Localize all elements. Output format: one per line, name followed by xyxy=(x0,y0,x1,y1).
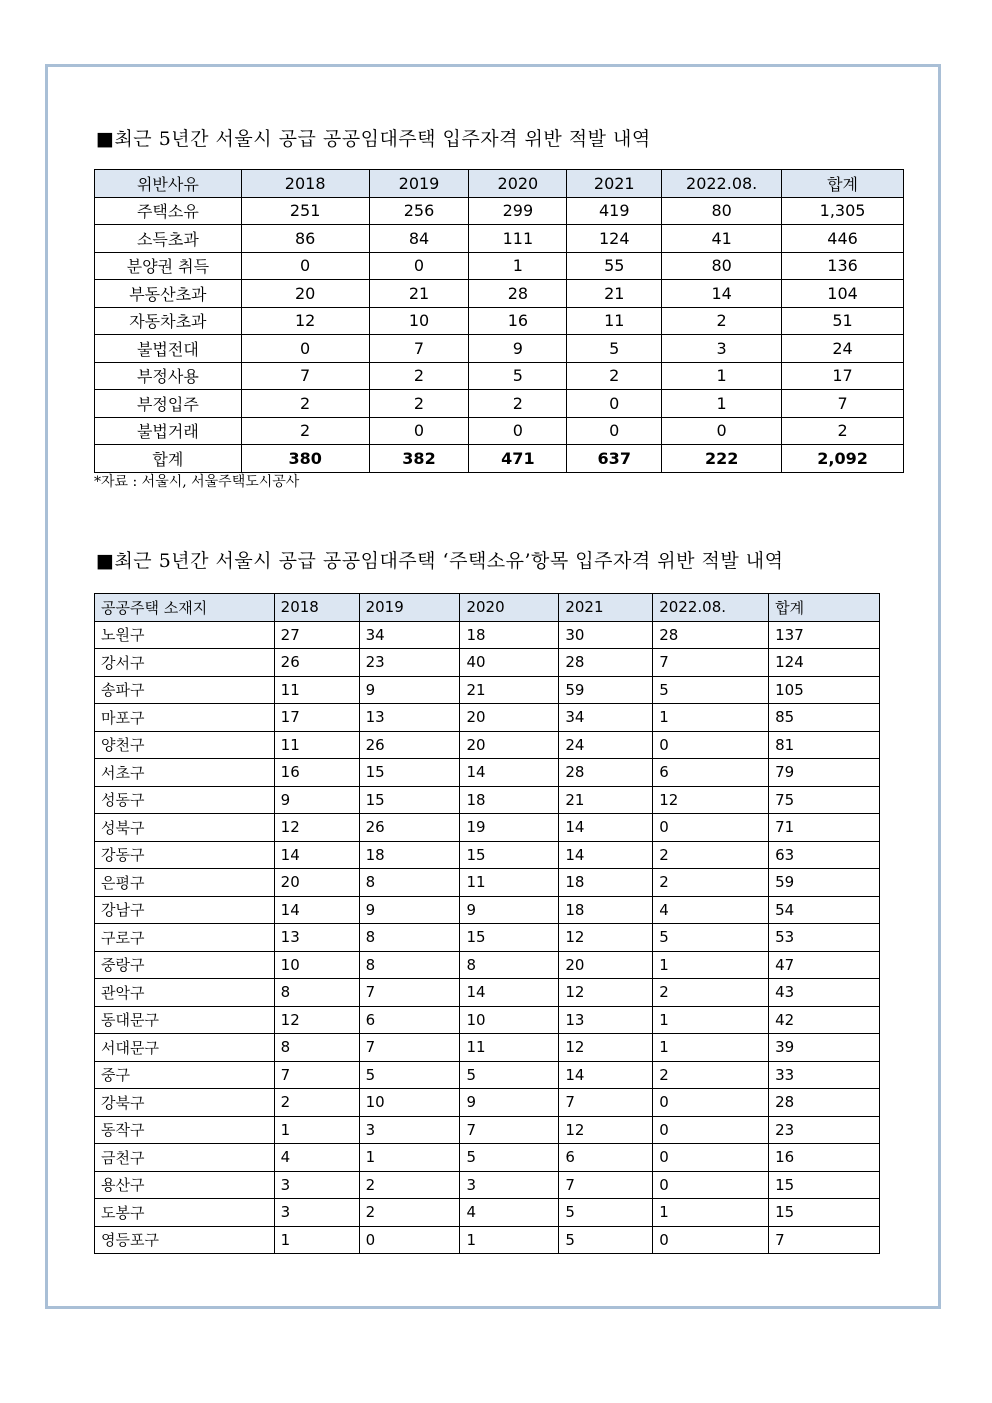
header-row xyxy=(95,594,880,622)
value-cell: 251 xyxy=(241,197,369,225)
value-cell: 19 xyxy=(460,814,559,842)
row-label-cell: 송파구 xyxy=(95,676,275,704)
table-row xyxy=(95,225,904,253)
row-label-cell: 동작구 xyxy=(95,1116,275,1144)
row-label-cell: 관악구 xyxy=(95,979,275,1007)
value-cell: 80 xyxy=(662,252,782,280)
value-cell: 20 xyxy=(274,869,359,897)
value-cell: 9 xyxy=(274,786,359,814)
value-cell: 1 xyxy=(274,1116,359,1144)
value-cell: 5 xyxy=(559,1199,653,1227)
value-cell: 0 xyxy=(369,252,469,280)
value-cell: 28 xyxy=(559,649,653,677)
row-label-cell: 노원구 xyxy=(95,621,275,649)
value-cell: 5 xyxy=(359,1061,460,1089)
value-cell: 637 xyxy=(567,445,662,473)
value-cell: 10 xyxy=(369,307,469,335)
value-cell: 222 xyxy=(662,445,782,473)
value-cell: 7 xyxy=(653,649,769,677)
value-cell: 14 xyxy=(662,280,782,308)
value-cell: 16 xyxy=(469,307,567,335)
value-cell: 1 xyxy=(653,704,769,732)
value-cell: 8 xyxy=(274,1034,359,1062)
value-cell: 15 xyxy=(769,1171,880,1199)
value-cell: 2 xyxy=(359,1171,460,1199)
header-row xyxy=(95,170,904,198)
table-row xyxy=(95,390,904,418)
value-cell: 14 xyxy=(559,814,653,842)
value-cell: 12 xyxy=(653,786,769,814)
value-cell: 15 xyxy=(359,786,460,814)
value-cell: 20 xyxy=(460,704,559,732)
violation-reasons-table xyxy=(94,169,904,473)
value-cell: 1 xyxy=(653,1034,769,1062)
table-row xyxy=(95,1226,880,1254)
value-cell: 84 xyxy=(369,225,469,253)
value-cell: 0 xyxy=(241,335,369,363)
value-cell: 15 xyxy=(460,924,559,952)
value-cell: 12 xyxy=(559,1116,653,1144)
value-cell: 8 xyxy=(359,951,460,979)
value-cell: 7 xyxy=(769,1226,880,1254)
table-row xyxy=(95,1006,880,1034)
value-cell: 1 xyxy=(469,252,567,280)
table-row xyxy=(95,869,880,897)
value-cell: 7 xyxy=(460,1116,559,1144)
value-cell: 16 xyxy=(274,759,359,787)
value-cell: 124 xyxy=(769,649,880,677)
value-cell: 5 xyxy=(567,335,662,363)
value-cell: 14 xyxy=(559,1061,653,1089)
value-cell: 471 xyxy=(469,445,567,473)
value-cell: 9 xyxy=(460,1089,559,1117)
table1-title: ■최근 5년간 서울시 공급 공공임대주택 입주자격 위반 적발 내역 xyxy=(96,128,651,150)
value-cell: 111 xyxy=(469,225,567,253)
value-cell: 382 xyxy=(369,445,469,473)
row-label-cell: 영등포구 xyxy=(95,1226,275,1254)
table-row xyxy=(95,704,880,732)
row-label-cell: 성동구 xyxy=(95,786,275,814)
value-cell: 0 xyxy=(653,1226,769,1254)
row-label-cell: 소득초과 xyxy=(95,225,242,253)
value-cell: 12 xyxy=(559,924,653,952)
value-cell: 105 xyxy=(769,676,880,704)
value-cell: 59 xyxy=(559,676,653,704)
value-cell: 3 xyxy=(274,1199,359,1227)
value-cell: 23 xyxy=(359,649,460,677)
table-row xyxy=(95,1034,880,1062)
value-cell: 21 xyxy=(567,280,662,308)
value-cell: 0 xyxy=(469,417,567,445)
value-cell: 2 xyxy=(653,1061,769,1089)
row-label-cell: 서대문구 xyxy=(95,1034,275,1062)
value-cell: 16 xyxy=(769,1144,880,1172)
table-row xyxy=(95,1171,880,1199)
value-cell: 15 xyxy=(460,841,559,869)
value-cell: 137 xyxy=(769,621,880,649)
table-row xyxy=(95,252,904,280)
value-cell: 14 xyxy=(460,759,559,787)
value-cell: 59 xyxy=(769,869,880,897)
value-cell: 8 xyxy=(359,869,460,897)
value-cell: 28 xyxy=(469,280,567,308)
value-cell: 11 xyxy=(460,869,559,897)
table2-title: ■최근 5년간 서울시 공급 공공임대주택 ‘주택소유’항목 입주자격 위반 적발 내역 xyxy=(96,550,784,572)
value-cell: 13 xyxy=(559,1006,653,1034)
row-label-cell: 서초구 xyxy=(95,759,275,787)
value-cell: 80 xyxy=(662,197,782,225)
value-cell: 1 xyxy=(359,1144,460,1172)
value-cell: 7 xyxy=(274,1061,359,1089)
row-label-cell: 공공주택 소재지 xyxy=(95,594,275,622)
value-cell: 9 xyxy=(469,335,567,363)
table-row xyxy=(95,951,880,979)
value-cell: 28 xyxy=(769,1089,880,1117)
value-cell: 2019 xyxy=(369,170,469,198)
value-cell: 2019 xyxy=(359,594,460,622)
value-cell: 2021 xyxy=(559,594,653,622)
value-cell: 1 xyxy=(460,1226,559,1254)
value-cell: 5 xyxy=(653,924,769,952)
value-cell: 21 xyxy=(369,280,469,308)
value-cell: 7 xyxy=(559,1089,653,1117)
value-cell: 12 xyxy=(274,814,359,842)
value-cell: 21 xyxy=(460,676,559,704)
value-cell: 21 xyxy=(559,786,653,814)
value-cell: 51 xyxy=(782,307,904,335)
value-cell: 13 xyxy=(274,924,359,952)
value-cell: 4 xyxy=(460,1199,559,1227)
table-row xyxy=(95,786,880,814)
value-cell: 380 xyxy=(241,445,369,473)
value-cell: 11 xyxy=(274,676,359,704)
value-cell: 합계 xyxy=(782,170,904,198)
table-row xyxy=(95,1144,880,1172)
table-row xyxy=(95,307,904,335)
row-label-cell: 강남구 xyxy=(95,896,275,924)
value-cell: 28 xyxy=(653,621,769,649)
value-cell: 256 xyxy=(369,197,469,225)
value-cell: 446 xyxy=(782,225,904,253)
value-cell: 합계 xyxy=(769,594,880,622)
value-cell: 1 xyxy=(653,1199,769,1227)
row-label-cell: 강동구 xyxy=(95,841,275,869)
value-cell: 24 xyxy=(782,335,904,363)
value-cell: 2020 xyxy=(460,594,559,622)
value-cell: 2 xyxy=(469,390,567,418)
table-row xyxy=(95,979,880,1007)
value-cell: 11 xyxy=(274,731,359,759)
row-label-cell: 합계 xyxy=(95,445,242,473)
value-cell: 0 xyxy=(653,1144,769,1172)
value-cell: 2 xyxy=(653,979,769,1007)
value-cell: 10 xyxy=(359,1089,460,1117)
value-cell: 3 xyxy=(662,335,782,363)
value-cell: 4 xyxy=(274,1144,359,1172)
value-cell: 9 xyxy=(460,896,559,924)
value-cell: 26 xyxy=(274,649,359,677)
value-cell: 299 xyxy=(469,197,567,225)
value-cell: 7 xyxy=(782,390,904,418)
value-cell: 6 xyxy=(653,759,769,787)
value-cell: 0 xyxy=(662,417,782,445)
value-cell: 1 xyxy=(653,951,769,979)
value-cell: 7 xyxy=(369,335,469,363)
value-cell: 85 xyxy=(769,704,880,732)
value-cell: 5 xyxy=(460,1144,559,1172)
value-cell: 8 xyxy=(274,979,359,1007)
row-label-cell: 부정사용 xyxy=(95,362,242,390)
value-cell: 15 xyxy=(359,759,460,787)
value-cell: 2 xyxy=(567,362,662,390)
row-label-cell: 불법전대 xyxy=(95,335,242,363)
value-cell: 5 xyxy=(559,1226,653,1254)
table-row xyxy=(95,676,880,704)
value-cell: 8 xyxy=(359,924,460,952)
value-cell: 3 xyxy=(359,1116,460,1144)
table-row xyxy=(95,1061,880,1089)
value-cell: 2 xyxy=(369,390,469,418)
value-cell: 419 xyxy=(567,197,662,225)
value-cell: 14 xyxy=(559,841,653,869)
value-cell: 5 xyxy=(460,1061,559,1089)
row-label-cell: 양천구 xyxy=(95,731,275,759)
table-row xyxy=(95,814,880,842)
value-cell: 2 xyxy=(241,417,369,445)
value-cell: 1 xyxy=(662,390,782,418)
table-row xyxy=(95,731,880,759)
value-cell: 14 xyxy=(274,896,359,924)
value-cell: 81 xyxy=(769,731,880,759)
table-row xyxy=(95,896,880,924)
value-cell: 2,092 xyxy=(782,445,904,473)
value-cell: 40 xyxy=(460,649,559,677)
table-row xyxy=(95,280,904,308)
value-cell: 2018 xyxy=(241,170,369,198)
value-cell: 0 xyxy=(241,252,369,280)
value-cell: 6 xyxy=(359,1006,460,1034)
value-cell: 55 xyxy=(567,252,662,280)
value-cell: 18 xyxy=(559,896,653,924)
value-cell: 3 xyxy=(460,1171,559,1199)
row-label-cell: 분양권 취득 xyxy=(95,252,242,280)
value-cell: 43 xyxy=(769,979,880,1007)
value-cell: 2020 xyxy=(469,170,567,198)
value-cell: 1,305 xyxy=(782,197,904,225)
value-cell: 15 xyxy=(769,1199,880,1227)
value-cell: 3 xyxy=(274,1171,359,1199)
table-row xyxy=(95,1116,880,1144)
value-cell: 2 xyxy=(241,390,369,418)
row-label-cell: 은평구 xyxy=(95,869,275,897)
table-row xyxy=(95,649,880,677)
value-cell: 20 xyxy=(241,280,369,308)
value-cell: 20 xyxy=(460,731,559,759)
value-cell: 1 xyxy=(274,1226,359,1254)
value-cell: 0 xyxy=(653,1089,769,1117)
value-cell: 75 xyxy=(769,786,880,814)
value-cell: 2 xyxy=(782,417,904,445)
row-label-cell: 구로구 xyxy=(95,924,275,952)
value-cell: 1 xyxy=(662,362,782,390)
row-label-cell: 용산구 xyxy=(95,1171,275,1199)
row-label-cell: 마포구 xyxy=(95,704,275,732)
value-cell: 14 xyxy=(460,979,559,1007)
value-cell: 28 xyxy=(559,759,653,787)
housing-ownership-by-district-table xyxy=(94,593,880,1254)
value-cell: 2 xyxy=(653,841,769,869)
value-cell: 11 xyxy=(567,307,662,335)
value-cell: 8 xyxy=(460,951,559,979)
value-cell: 24 xyxy=(559,731,653,759)
row-label-cell: 동대문구 xyxy=(95,1006,275,1034)
value-cell: 12 xyxy=(241,307,369,335)
table-row xyxy=(95,621,880,649)
value-cell: 2021 xyxy=(567,170,662,198)
value-cell: 18 xyxy=(460,786,559,814)
table-row xyxy=(95,197,904,225)
value-cell: 79 xyxy=(769,759,880,787)
value-cell: 34 xyxy=(359,621,460,649)
value-cell: 23 xyxy=(769,1116,880,1144)
value-cell: 2022.08. xyxy=(653,594,769,622)
value-cell: 13 xyxy=(359,704,460,732)
value-cell: 2 xyxy=(359,1199,460,1227)
value-cell: 26 xyxy=(359,731,460,759)
value-cell: 12 xyxy=(559,979,653,1007)
value-cell: 17 xyxy=(782,362,904,390)
total-row xyxy=(95,445,904,473)
row-label-cell: 부동산초과 xyxy=(95,280,242,308)
value-cell: 30 xyxy=(559,621,653,649)
value-cell: 86 xyxy=(241,225,369,253)
value-cell: 2022.08. xyxy=(662,170,782,198)
value-cell: 104 xyxy=(782,280,904,308)
value-cell: 0 xyxy=(653,1171,769,1199)
row-label-cell: 위반사유 xyxy=(95,170,242,198)
value-cell: 7 xyxy=(359,1034,460,1062)
value-cell: 18 xyxy=(460,621,559,649)
row-label-cell: 강북구 xyxy=(95,1089,275,1117)
value-cell: 0 xyxy=(359,1226,460,1254)
value-cell: 2 xyxy=(662,307,782,335)
value-cell: 53 xyxy=(769,924,880,952)
value-cell: 34 xyxy=(559,704,653,732)
value-cell: 7 xyxy=(559,1171,653,1199)
value-cell: 12 xyxy=(559,1034,653,1062)
row-label-cell: 도봉구 xyxy=(95,1199,275,1227)
row-label-cell: 불법거래 xyxy=(95,417,242,445)
row-label-cell: 자동차초과 xyxy=(95,307,242,335)
value-cell: 6 xyxy=(559,1144,653,1172)
value-cell: 0 xyxy=(567,417,662,445)
row-label-cell: 성북구 xyxy=(95,814,275,842)
value-cell: 0 xyxy=(653,814,769,842)
table-row xyxy=(95,924,880,952)
value-cell: 17 xyxy=(274,704,359,732)
value-cell: 47 xyxy=(769,951,880,979)
value-cell: 18 xyxy=(359,841,460,869)
value-cell: 10 xyxy=(274,951,359,979)
value-cell: 33 xyxy=(769,1061,880,1089)
value-cell: 11 xyxy=(460,1034,559,1062)
value-cell: 27 xyxy=(274,621,359,649)
value-cell: 2 xyxy=(274,1089,359,1117)
value-cell: 2018 xyxy=(274,594,359,622)
value-cell: 136 xyxy=(782,252,904,280)
row-label-cell: 주택소유 xyxy=(95,197,242,225)
value-cell: 9 xyxy=(359,676,460,704)
value-cell: 7 xyxy=(359,979,460,1007)
row-label-cell: 중랑구 xyxy=(95,951,275,979)
value-cell: 1 xyxy=(653,1006,769,1034)
table-row xyxy=(95,417,904,445)
value-cell: 26 xyxy=(359,814,460,842)
value-cell: 42 xyxy=(769,1006,880,1034)
value-cell: 63 xyxy=(769,841,880,869)
value-cell: 54 xyxy=(769,896,880,924)
value-cell: 2 xyxy=(653,869,769,897)
value-cell: 12 xyxy=(274,1006,359,1034)
value-cell: 18 xyxy=(559,869,653,897)
table-row xyxy=(95,335,904,363)
value-cell: 0 xyxy=(653,731,769,759)
value-cell: 5 xyxy=(653,676,769,704)
table-row xyxy=(95,1089,880,1117)
value-cell: 14 xyxy=(274,841,359,869)
value-cell: 0 xyxy=(369,417,469,445)
value-cell: 5 xyxy=(469,362,567,390)
value-cell: 124 xyxy=(567,225,662,253)
row-label-cell: 강서구 xyxy=(95,649,275,677)
table-row xyxy=(95,841,880,869)
value-cell: 0 xyxy=(567,390,662,418)
row-label-cell: 부정입주 xyxy=(95,390,242,418)
value-cell: 4 xyxy=(653,896,769,924)
value-cell: 0 xyxy=(653,1116,769,1144)
value-cell: 20 xyxy=(559,951,653,979)
value-cell: 9 xyxy=(359,896,460,924)
value-cell: 7 xyxy=(241,362,369,390)
table-row xyxy=(95,759,880,787)
value-cell: 2 xyxy=(369,362,469,390)
value-cell: 71 xyxy=(769,814,880,842)
source-note: *자료 : 서울시, 서울주택도시공사 xyxy=(94,474,300,490)
table-row xyxy=(95,1199,880,1227)
row-label-cell: 중구 xyxy=(95,1061,275,1089)
value-cell: 41 xyxy=(662,225,782,253)
row-label-cell: 금천구 xyxy=(95,1144,275,1172)
value-cell: 39 xyxy=(769,1034,880,1062)
table-row xyxy=(95,362,904,390)
value-cell: 10 xyxy=(460,1006,559,1034)
